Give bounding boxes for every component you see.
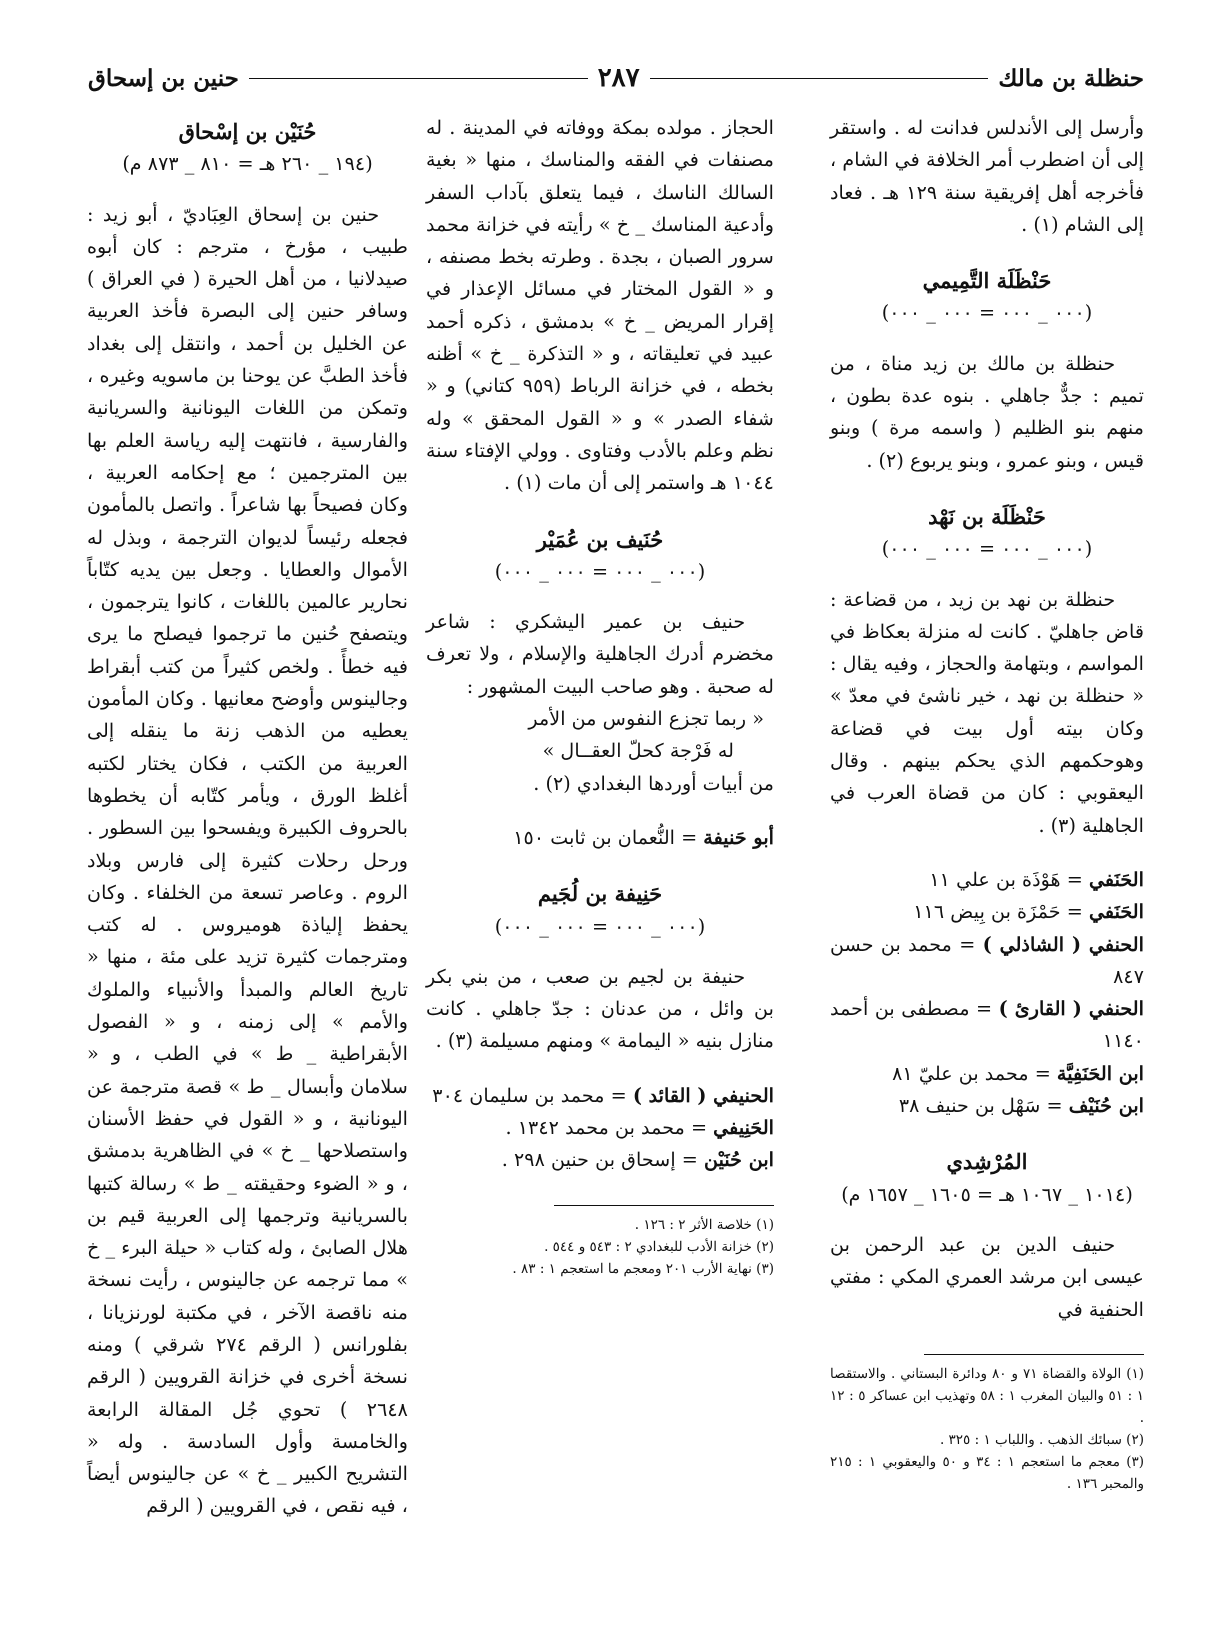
entry-text: من أبيات أوردها البغدادي (٢) . [533, 771, 774, 795]
cross-reference: ابن حُنَيْف = سَهْل بن حنيف ٣٨ [898, 1094, 1144, 1118]
cross-reference: ابن حُنَيْن = إسحاق بن حنين ٢٩٨ . [501, 1148, 774, 1172]
footnote: (٢) خزانة الأدب للبغدادي ٢ : ٥٤٣ و ٥٤٤ . [544, 1238, 774, 1255]
header-rule-left [249, 78, 588, 79]
entry-text: حنيفة بن لجيم بن صعب ، من بني بكر بن وائل ، من عدنان : جدّ جاهلي . كانت منازل بنيه « اليمامة » ومنهم مسيلمة (٣) . [426, 964, 774, 1053]
footnote-rule [554, 1205, 774, 1206]
entry-text: حنظلة بن نهد بن زيد ، من قضاعة : قاض جاهليّ . كانت له منزلة بعكاظ في المواسم ، وبتهامة والحجاز ، وفيه يقال : « حنظلة بن نهد ، خير ناشئ في معدّ » وكان بيته أول بيت في قضاعة وهوحكمهم الذي يحكم بينهم . وقال اليعقوبي : كان من قضاة العرب في الجاهلية (٣) . [830, 587, 1144, 837]
cross-reference: الحنفي ( القارئ ) = مصطفى بن أحمد ١١٤٠ [830, 997, 1144, 1053]
entry-title: حُنَيْن بن إسْحاق [178, 119, 317, 144]
entry-dates: (٠٠٠ _ ٠٠٠ = ٠٠٠ _ ٠٠٠) [494, 559, 706, 583]
cross-references [426, 1080, 774, 1177]
column-middle [426, 112, 774, 1280]
cross-reference: ابن الحَنَفِيَّة = محمد بن عليّ ٨١ [892, 1061, 1144, 1085]
footnote: (٣) معجم ما استعجم ١ : ٣٤ و ٥٠ واليعقوبي ١ : ٢١٥ والمحبر ١٣٦ . [830, 1453, 1145, 1492]
header-right-title: حنظلة بن مالك [998, 64, 1144, 92]
entry-dates: (٠٠٠ _ ٠٠٠ = ٠٠٠ _ ٠٠٠) [494, 914, 706, 938]
header-left-title: حنين بن إسحاق [88, 64, 239, 92]
cross-references [830, 864, 1144, 1122]
entry-title: حَنِيفة بن لُجَيم [537, 881, 663, 907]
entry-title: حَنْظَلَة بن نَهْد [928, 503, 1046, 529]
entry-text: حنيف بن عمير اليشكري : شاعر مخضرم أدرك الجاهلية والإسلام ، ولا تعرف له صحبة . وهو صاحب البيت المشهور : [426, 610, 774, 698]
cross-reference: الحَنِيفي = محمد بن محمد ١٣٤٢ . [505, 1116, 774, 1140]
cross-reference: الحَنَفي = هَوْذَة بن علي ١١ [929, 867, 1144, 891]
column-left [87, 112, 408, 1523]
cross-reference: الحَنَفي = حَمْزَة بن بِيض ١١٦ [913, 900, 1144, 924]
entry-dates: (٠٠٠ _ ٠٠٠ = ٠٠٠ _ ٠٠٠) [881, 301, 1093, 325]
entry-title: حُنَيف بن عُمَيْر [536, 526, 664, 552]
entry-dates: (٠٠٠ _ ٠٠٠ = ٠٠٠ _ ٠٠٠) [881, 537, 1093, 561]
verse-line: له فَرْجة كحلّ العقــال » [542, 739, 734, 763]
entry-text: حنظلة بن مالك بن زيد مناة ، من تميم : جدٌّ جاهلي . بنوه عدة بطون ، منهم بنو الظليم ( واسمه مرة ) وبنو قيس ، وبنو عمرو ، وبنو يربوع (٢) . [830, 351, 1144, 472]
footnote: (١) خلاصة الأثر ٢ : ١٢٦ . [634, 1216, 774, 1233]
col-mid-intro: الحجاز . مولده بمكة ووفاته في المدينة . له مصنفات في الفقه والمناسك ، منها « بغية السالك الناسك ، فيما يتعلق بآداب السفر وأدعية المناسك _ خ » رأيته في خزانة محمد سرور الصبان ، بجدة . وطرته بخط مصنفه ، و « القول المختار في مسائل الإعذار في إقرار المريض _ خ » بدمشق ، ذكره أحمد عبيد في تعليقاته ، و « التذكرة _ خ » أظنه بخطه ، في خزانة الرباط (٩٥٩ كتاني) و « شفاء الصدر » و « القول المحقق » وله نظم وعلم بالأدب وفتاوى . وولي الإفتاء سنة ١٠٤٤ هـ واستمر إلى أن مات (١) . [426, 116, 774, 495]
footnote-rule [924, 1354, 1144, 1355]
entry-title: حَنْظَلَة التَّمِيمي [922, 268, 1052, 294]
page-header [88, 58, 1144, 98]
cross-reference: أبو حَنيفة = النُّعمان بن ثابت ١٥٠ [513, 825, 774, 849]
verse-line: « ربما تجزع النفوس من الأمر [528, 707, 764, 731]
cross-references [426, 822, 774, 854]
entry-dates: (١٠١٤ _ ١٠٦٧ هـ = ١٦٠٥ _ ١٦٥٧ م) [841, 1182, 1133, 1206]
column-right [830, 112, 1144, 1495]
page-number: ٢٨٧ [597, 63, 640, 93]
entry-title: المُرْشِدي [946, 1149, 1028, 1175]
entry-dates: (١٩٤ _ ٢٦٠ هـ = ٨١٠ _ ٨٧٣ م) [122, 152, 373, 176]
footnote: (٣) نهاية الأرب ٢٠١ ومعجم ما استعجم ١ : ٨٣ . [512, 1260, 774, 1277]
entry-text: حنين بن إسحاق العِبَاديّ ، أبو زيد : طبيب ، مؤرخ ، مترجم : كان أبوه صيدلانيا ، من أهل الحيرة ( في العراق ) وسافر حنين إلى البصرة فأخذ العربية عن الخليل بن أحمد ، وانتقل إلى بغداد فأخذ الطبَّ عن يوحنا بن ماسويه وغيره ، وتمكن من اللغات اليونانية والسريانية والفارسية ، فانتهت إليه رياسة العلم بها بين المترجمين ؛ مع إحكامه العربية ، وكان فصيحاً بها شاعراً . واتصل بالمأمون فجعله رئيساً لديوان الترجمة ، وبذل له الأموال والعطايا . وجعل بين يديه كتّاباً نحارير عالمين باللغات ، كانوا يترجمون ، ويتصفح حُنين ما ترجموا فيصلح ما يرى فيه خطأً . ولخص كثيراً من كتب أبقراط وجالينوس وأوضح معانيها . وكان المأمون يعطيه من الذهب زنة ما ينقله إلى العربية من الكتب ، فكان يختار لكتبه أغلظ الورق ، ويأمر كتّابه أن يخطوها بالحروف الكبيرة ويفسحوا بين السطور . ورحل رحلات كثيرة إلى فارس وبلاد الروم . وعاصر تسعة من الخلفاء . وكان يحفظ إلياذة هوميروس . له كتب ومترجمات كثيرة تزيد على مئة ، منها « تاريخ العالم والمبدأ والأنبياء والملوك والأمم » إلى زمنه ، و « الفصول الأبقراطية _ ط » في الطب ، و « سلامان وأبسال _ ط » قصة مترجمة عن اليونانية ، و « القول في حفظ الأسنان واستصلاحها _ خ » في الظاهرية بدمشق ، و « الضوء وحقيقته _ ط » رسالة كتبها بالسريانية وترجمها إلى العربية قيم بن هلال الصابئ ، وله كتاب « حيلة البرء _ خ » مما ترجمه عن جالينوس ، رأيت نسخة منه ناقصة الآخر ، في مكتبة لورنزيانا ، بفلورانس ( الرقم ٢٧٤ شرقي ) ومنه نسخة أخرى في خزانة القرويين ( الرقم ٢٦٤٨ ) تحوي جُل المقالة الرابعة والخامسة وأول السادسة . وله « التشريح الكبير _ خ » عن جالينوس أيضاً ، فيه نقص ، في القرويين ( الرقم [87, 202, 409, 1518]
footnote: (٢) سبائك الذهب . واللباب ١ : ٣٢٥ . [939, 1431, 1144, 1448]
cross-reference: الحنيفي ( القائد ) = محمد بن سليمان ٣٠٤ [432, 1083, 774, 1107]
col-right-intro: وأرسل إلى الأندلس فدانت له . واستقر إلى أن اضطرب أمر الخلافة في الشام ، فأخرجه أهل إفريقية سنة ١٢٩ هـ . فعاد إلى الشام (١) . [830, 116, 1144, 236]
header-rule-right [650, 78, 989, 79]
footnote: (١) الولاة والقضاة ٧١ و ٨٠ ودائرة البستاني . والاستقصا ١ : ٥١ والبيان المغرب ١ : ٥٨ وتهذيب ابن عساكر ٥ : ١٢ . [830, 1365, 1145, 1426]
entry-text: حنيف الدين بن عبد الرحمن بن عيسى ابن مرشد العمري المكي : مفتي الحنفية في [830, 1232, 1144, 1321]
cross-reference: الحنفي ( الشاذلي ) = محمد بن حسن ٨٤٧ [830, 932, 1144, 988]
